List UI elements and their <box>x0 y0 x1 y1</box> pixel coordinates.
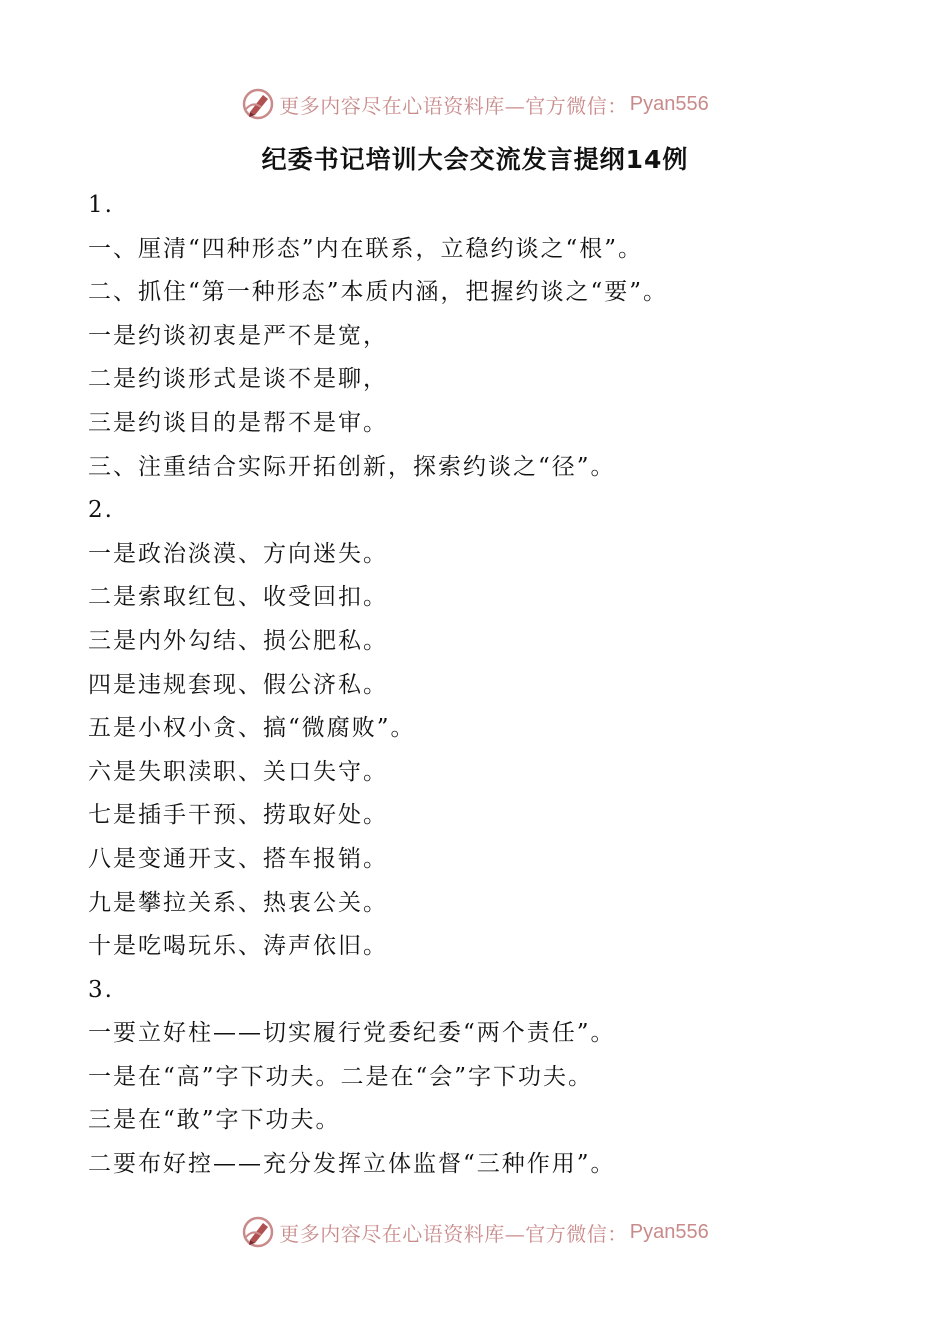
text-line: 十是吃喝玩乐、涛声依旧。 <box>88 933 388 960</box>
text-line: 三是在“敢”字下功夫。 <box>88 1107 341 1134</box>
document-body <box>88 184 918 1187</box>
text-line: 一是约谈初衷是严不是宽， <box>88 322 388 349</box>
text-line: 七是插手干预、捞取好处。 <box>88 802 388 829</box>
text-line: 五是小权小贪、搞“微腐败”。 <box>88 715 416 742</box>
text-line: 六是失职渎职、关口失守。 <box>88 758 388 785</box>
text-line: 二要布好控——充分发挥立体监督“三种作用”。 <box>88 1151 616 1178</box>
watermark-wechat-id: Pyan556 <box>629 1220 709 1243</box>
document-title: 纪委书记培训大会交流发言提纲14例 <box>261 145 689 174</box>
watermark-text: 更多内容尽在心语资料库—官方微信： <box>279 93 628 118</box>
text-line: 九是攀拉关系、热衷公关。 <box>88 889 388 916</box>
text-line: 一是在“高”字下功夫。二是在“会”字下功夫。 <box>88 1063 594 1090</box>
text-line: 四是违规套现、假公济私。 <box>88 671 388 698</box>
text-line: 一是政治淡漠、方向迷失。 <box>88 540 388 567</box>
section-number: 3. <box>88 976 114 1003</box>
watermark-footer <box>0 1212 950 1252</box>
text-line: 一要立好柱——切实履行党委纪委“两个责任”。 <box>88 1020 616 1047</box>
watermark-text: 更多内容尽在心语资料库—官方微信： <box>279 1221 628 1246</box>
text-line: 二是约谈形式是谈不是聊， <box>88 366 388 393</box>
watermark-header <box>0 84 950 124</box>
section-number: 2. <box>88 497 114 524</box>
watermark-wechat-id: Pyan556 <box>629 92 709 115</box>
text-line: 三、注重结合实际开拓创新，探索约谈之“径”。 <box>88 453 616 480</box>
pen-logo-icon <box>241 87 275 121</box>
text-line: 三是内外勾结、损公肥私。 <box>88 627 388 654</box>
text-line: 一、厘清“四种形态”内在联系，立稳约谈之“根”。 <box>88 235 644 262</box>
pen-logo-icon <box>241 1215 275 1249</box>
text-line: 八是变通开支、搭车报销。 <box>88 845 388 872</box>
text-line: 二、抓住“第一种形态”本质内涵，把握约谈之“要”。 <box>88 279 669 306</box>
text-line: 三是约谈目的是帮不是审。 <box>88 409 388 436</box>
text-line: 二是索取红包、收受回扣。 <box>88 584 388 611</box>
section-number: 1. <box>88 192 114 218</box>
